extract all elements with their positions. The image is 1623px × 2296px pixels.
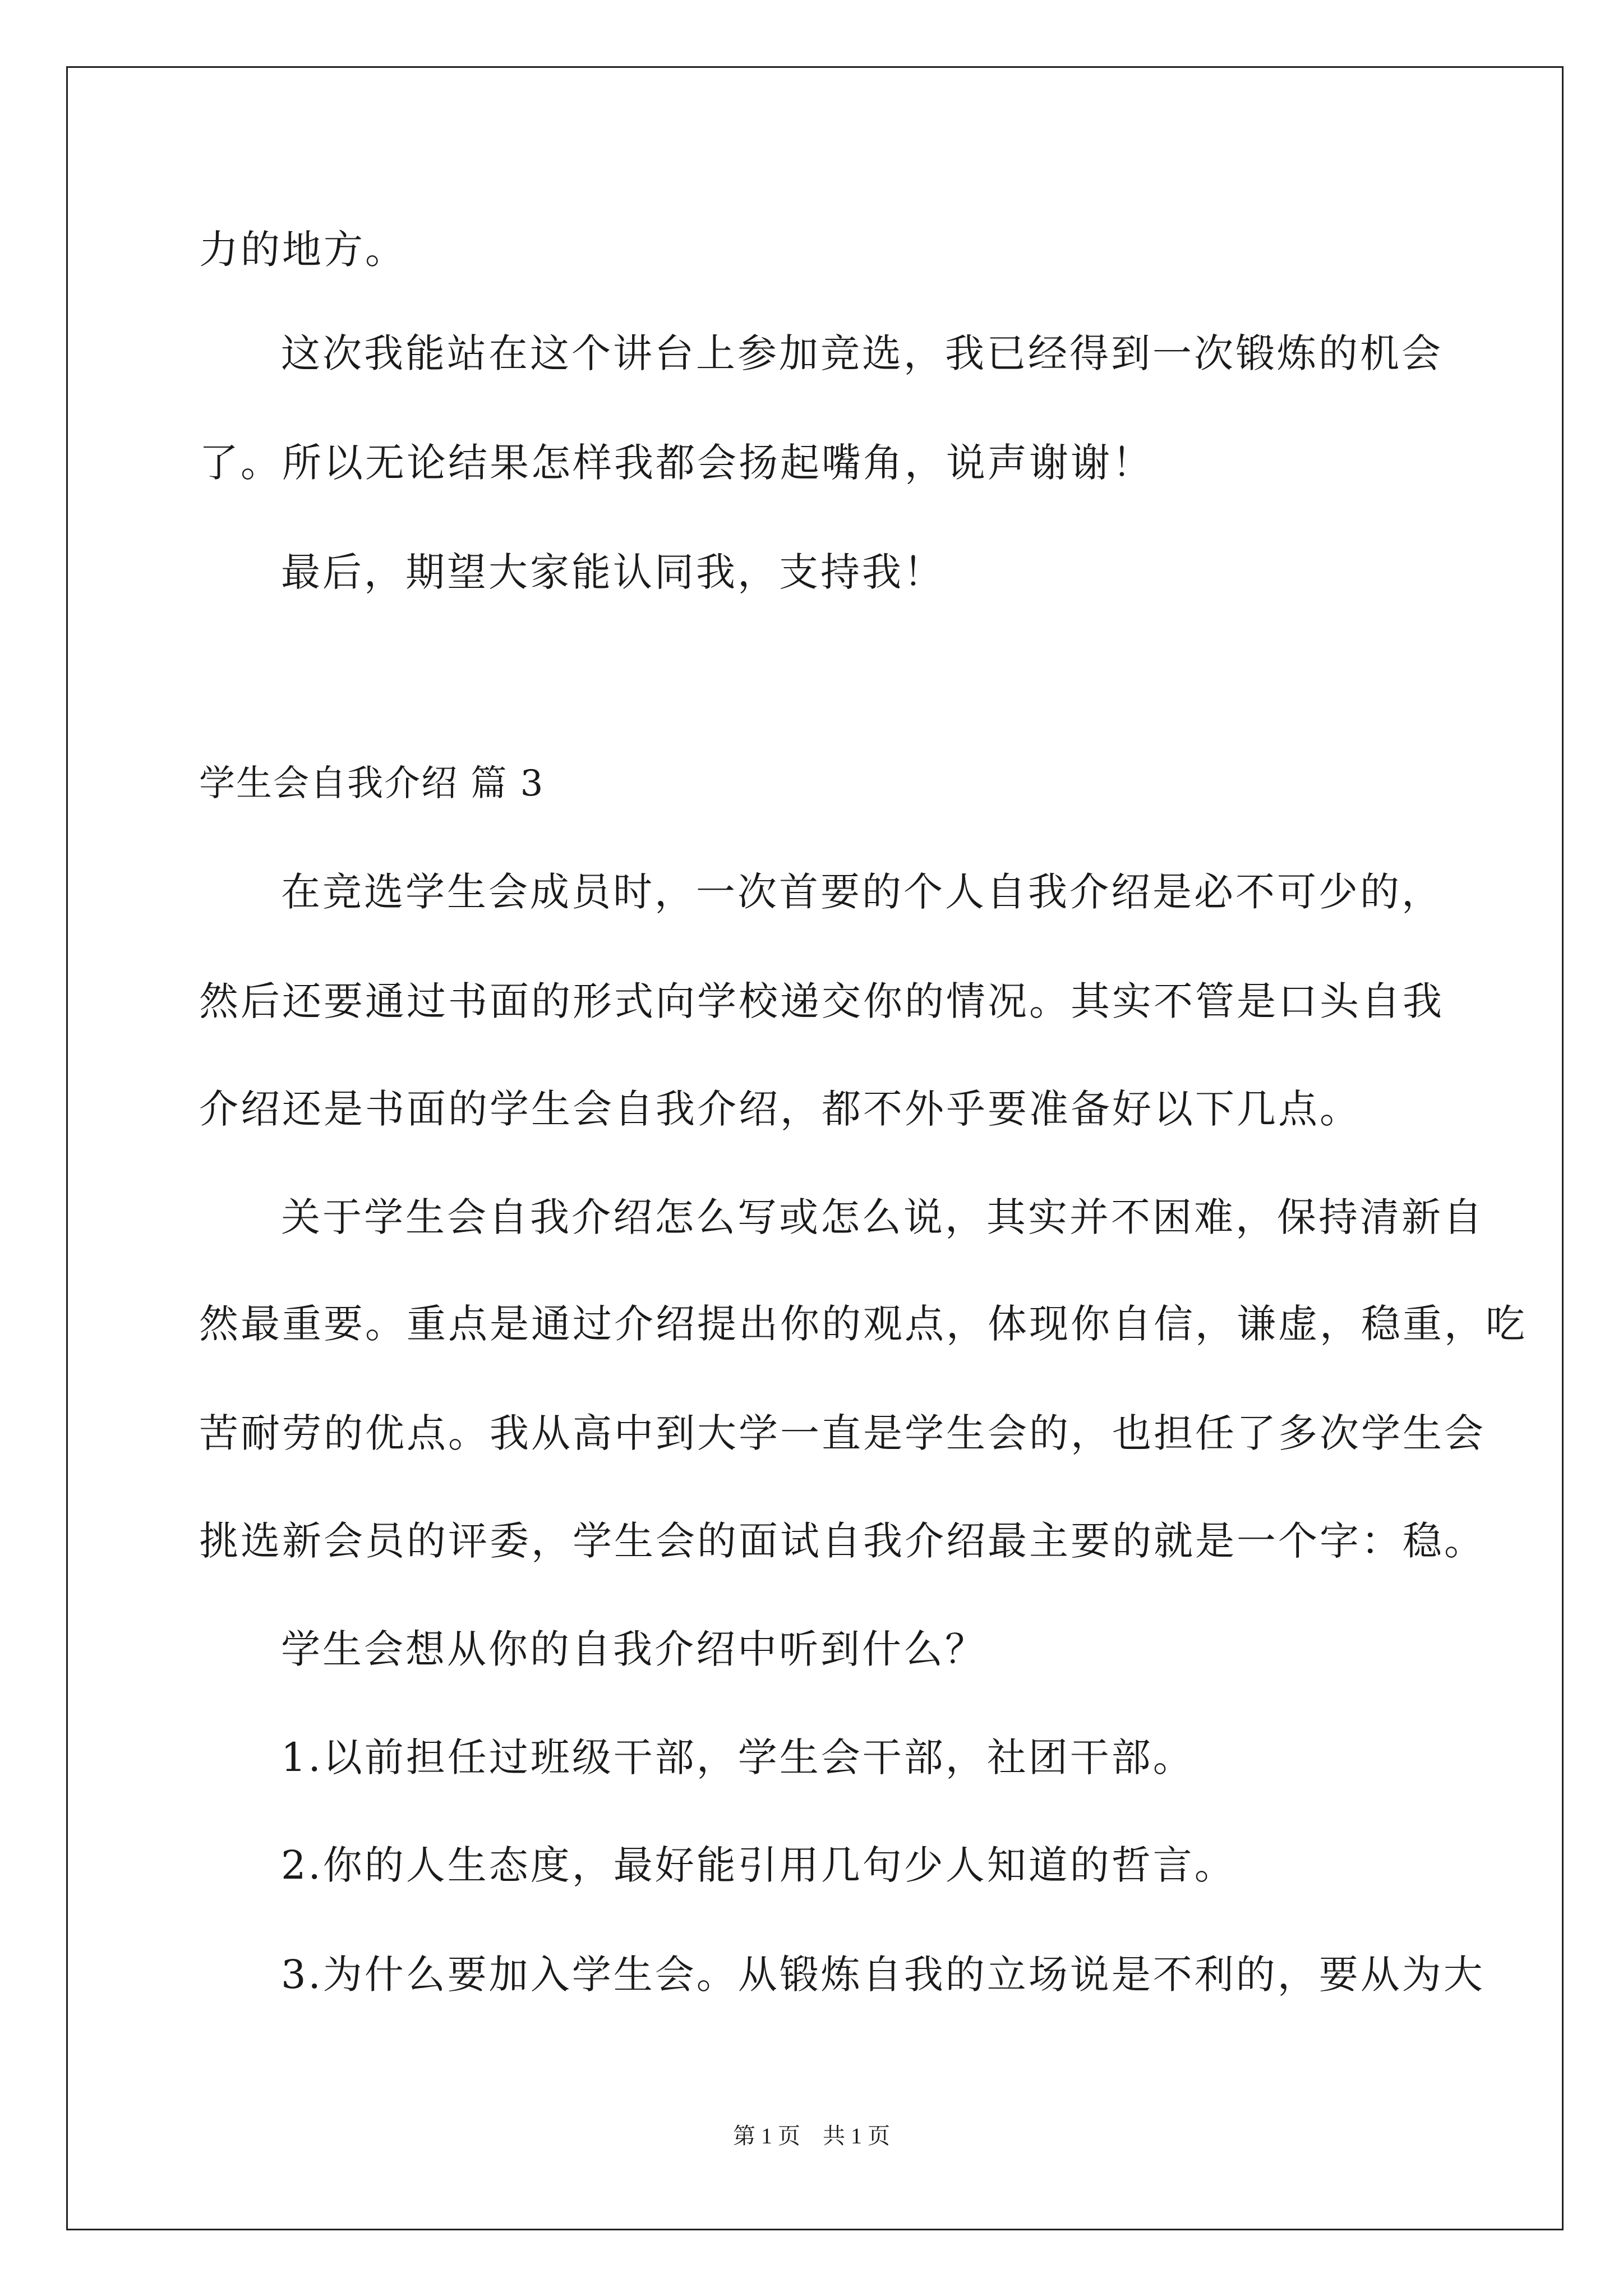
paragraph-line: 力的地方。 [199,227,407,273]
paragraph-line: 了。所以无论结果怎样我都会扬起嘴角，说声谢谢！ [199,440,1154,486]
paragraph-line: 最后，期望大家能认同我，支持我！ [281,549,945,595]
paragraph-line: 学生会想从你的自我介绍中听到什么？ [281,1626,986,1672]
paragraph-line: 在竞选学生会成员时，一次首要的个人自我介绍是必不可少的， [281,869,1443,915]
list-item: 1.以前担任过班级干部，学生会干部，社团干部。 [281,1734,1195,1780]
list-item: 2.你的人生态度，最好能引用几句少人知道的哲言。 [281,1842,1236,1888]
list-item: 3.为什么要加入学生会。从锻炼自我的立场说是不利的，要从为大 [281,1952,1485,1998]
paragraph-line: 关于学生会自我介绍怎么写或怎么说，其实并不困难，保持清新自 [281,1194,1484,1240]
paragraph-line: 然后还要通过书面的形式向学校递交你的情况。其实不管是口头自我 [199,978,1444,1024]
paragraph-line: 介绍还是书面的学生会自我介绍，都不外乎要准备好以下几点。 [199,1086,1361,1132]
paragraph-line: 苦耐劳的优点。我从高中到大学一直是学生会的，也担任了多次学生会 [199,1410,1486,1456]
page-border [66,66,1564,2230]
paragraph-line: 然最重要。重点是通过介绍提出你的观点，体现你自信，谦虚，稳重，吃 [199,1301,1527,1347]
paragraph-line: 挑选新会员的评委，学生会的面试自我介绍最主要的就是一个字：稳。 [199,1518,1486,1564]
section-heading: 学生会自我介绍 篇 3 [199,763,545,804]
page-number-footer: 第 1 页 共 1 页 [733,2123,890,2148]
paragraph-line: 这次我能站在这个讲台上参加竞选，我已经得到一次锻炼的机会 [281,330,1443,376]
